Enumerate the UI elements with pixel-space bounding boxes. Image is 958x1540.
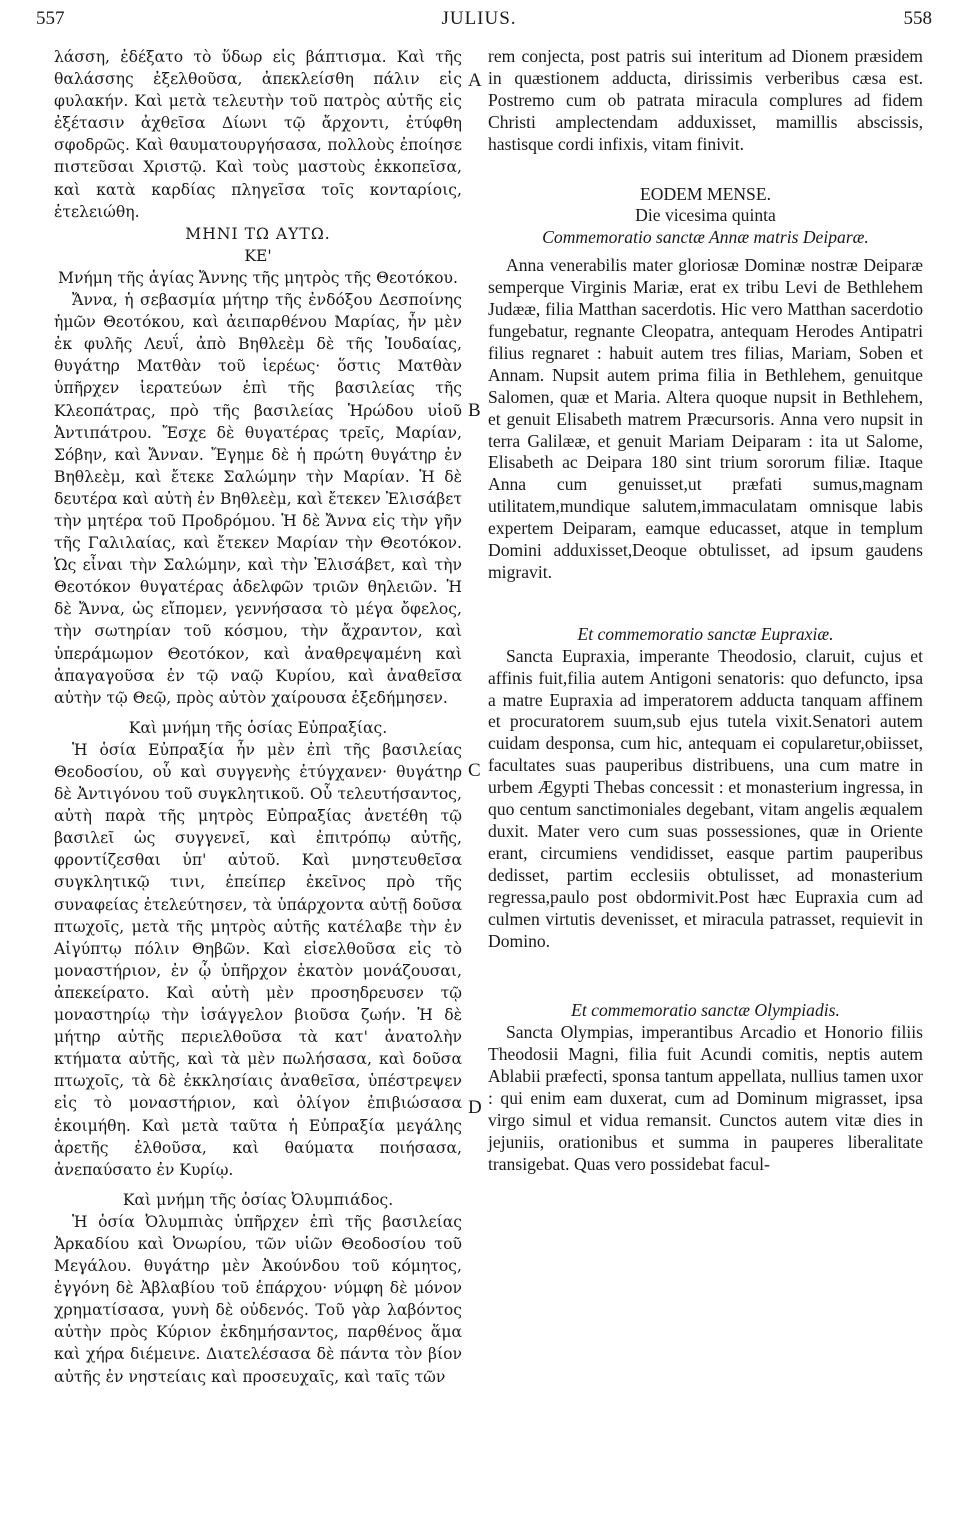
- latin-heading-day: Die vicesima quinta: [635, 205, 776, 226]
- greek-paragraph-olympias: Ἡ ὁσία Ὀλυμπιὰς ὑπῆρχεν ἐπὶ τῆς βασιλείας Ἀρκαδίου καὶ Ὀνωρίου, τῶν υἱῶν Θεοδοσίου τοῦ Μεγάλου. θυγάτηρ μὲν Ἀκούνδου τοῦ κόμητος, ἐγγόνη δὲ Ἀβλαβίου τοῦ ἐπάρχου· νύμφη δὲ μόνον χρηματίσασα, γυνὴ δὲ οὐδενός. Τοῦ γὰρ λαβόντος αὐτὴν πρὸς Κύριον ἐκδημήσαντος, παρθένος ἅμα καὶ χήρα διέμεινε. Διατελέσασα δὲ πάντα τὸν βίον αὐτῆς ἐν νηστείαις καὶ προσευχαῖς, καὶ ταῖς τῶν: [54, 1212, 462, 1386]
- margin-marker-a: A: [468, 70, 482, 91]
- latin-paragraph-intro: rem conjecta, post patris sui interitum ad Dionem præsidem in quæstionem adducta, dirissimis verberibus cæsa est. Postremo cum ob patrata miracula complures ad fidem Christi amplectendam adduxisset, mamillis abscissis, hastisque cordi infixis, vitam finivit.: [488, 46, 923, 154]
- greek-paragraph-anna: Ἄννα, ἡ σεβασμία μήτηρ τῆς ἐνδόξου Δεσποίνης ἡμῶν Θεοτόκου, καὶ ἀειπαρθένου Μαρίας, ἦν μὲν ἐκ φυλῆς Λευΐ, ἀπὸ Βηθλεὲμ δὲ τῆς Ἰουδαίας, θυγάτηρ Ματθὰν τοῦ ἱερέως· ὅστις Ματθὰν ὑπῆρχεν ἱερατεύων ἐπὶ τῆς βασιλείας τῆς Κλεοπάτρας, πρὸ τῆς βασιλείας Ἡρώδου υἱοῦ Ἀντιπάτρου. Ἔσχε δὲ θυγατέρας τρεῖς, Μαρίαν, Σόβην, καὶ Ἄνναν. Ἔγημε δὲ ἡ πρώτη θυγάτηρ ἐν Βηθλεὲμ, καὶ ἔτεκε Σαλώμην τὴν Μαρίαν. Ἡ δὲ δευτέρα καὶ αὐτὴ ἐν Βηθλεὲμ, καὶ ἔτεκεν Ἐλισάβετ τὴν μητέρα τοῦ Προδρόμου. Ἡ δὲ Ἄννα εἰς τὴν γῆν τῆς Γαλιλαίας, καὶ ἔτεκεν Μαρίαν τὴν Θεοτόκον. Ὡς εἶναι τὴν Σαλώμην, καὶ τὴν Ἐλισάβετ, καὶ τὴν Θεοτόκον θυγατέρας ἀδελφῶν τριῶν θηλειῶν. Ἡ δὲ Ἄννα, ὡς εἴπομεν, γεννήσασα τὸ μέγα ὄφελος, τὴν σωτηρίαν τοῦ κόσμου, τὴν ἄχραντον, καὶ ὑπεράμωμον Θεοτόκον, καὶ ἀναθρεψαμένη καὶ ἀπαγαγοῦσα ἐν τῷ ναῷ Κυρίου, καὶ ἀναθεῖσα αὐτὴν τῷ Θεῷ, πρὸς αὐτὸν χαίρουσα ἐξεδήμησεν.: [54, 291, 462, 707]
- greek-heading-anna: Μνήμη τῆς ἁγίας Ἄννης τῆς μητρὸς τῆς Θεοτόκου.: [57, 268, 458, 287]
- latin-paragraph-anna: Anna venerabilis mater gloriosæ Dominæ nostræ Deiparæ semperque Virginis Mariæ, erat ex tribu Levi de Bethlehem Judææ, filia Matthan sacerdotis. Hic vero Matthan sacerdotio fungebatur, regnante Cleopatra, antequam Herodes Antipatri filius regnaret : habuit autem tres filias, Mariam, Soben et Annam. Nupsit autem prima filia in Bethlehem, genuitque Salomen, quæ et Maria. Altera quoque nupsit in Bethlehem, et genuit Elisabeth matrem Præcursoris. Anna vero nupsit in terra Galilææ, et genuit Mariam Deiparam : ita ut Salome, Elisabeth ac Deipara 180 sint trium sororum filiæ. Itaque Anna cum genuisset,ut præfati sumus,magnam utilitatem,mundique salutem,immaculatam omnisque labis expertem Deiparam, eamque educasset, atque in templum Domini adduxisset,Deoque obtulisset, ad ipsum gaudens migravit.: [488, 255, 923, 582]
- greek-heading-month: ΜΗΝΙ ΤΩ ΑΥΤΩ.: [185, 224, 331, 243]
- greek-heading-olympias: Καὶ μνήμη τῆς ὁσίας Ὀλυμπιάδος.: [122, 1190, 394, 1209]
- latin-heading-anna: Commemoratio sanctæ Annæ matris Deiparæ.: [542, 227, 869, 248]
- latin-heading-month: EODEM MENSE.: [640, 183, 771, 204]
- margin-marker-d: D: [468, 1097, 482, 1118]
- greek-heading-day: ΚΕ': [244, 246, 272, 265]
- latin-paragraph-olympias: Sancta Olympias, imperantibus Arcadio et Honorio filiis Theodosii Magni, filia fuit Acundi comitis, neptis autem Ablabii præfecti, sponsa tantum appellata, nullius tamen uxor : qui enim eam duxerat, cum ad Dominum migrasset, ipsa virgo simul et vidua remansit. Cunctos autem vitæ dies in jejuniis, orationibus et summa in pauperes liberalitate transigebat. Quas vero possidebat facul-: [488, 1022, 923, 1174]
- margin-marker-b: B: [468, 400, 481, 421]
- latin-heading-olympias: Et commemoratio sanctæ Olympiadis.: [571, 1000, 840, 1021]
- greek-paragraph-intro: λάσση, ἐδέξατο τὸ ὕδωρ εἰς βάπτισμα. Καὶ τῆς θαλάσσης ἐξελθοῦσα, ἀπεκλείσθη πάλιν εἰς φυλακήν. Καὶ μετὰ τελευτὴν τοῦ πατρὸς αὐτῆς εἰς ἐξέτασιν ἀχθεῖσα Δίωνι τῷ ἄρχοντι, ἐτύφθη σφοδρῶς. Καὶ θαυματουργήσασα, πολλοὺς ἐποίησε πιστεῦσαι Χριστῷ. Καὶ τοὺς μαστοὺς ἐκκοπεῖσα, καὶ κατὰ καρδίας πληγεῖσα τοῖς κονταρίοις, ἐτελειώθη.: [54, 48, 462, 221]
- right-page-number: 558: [903, 8, 932, 29]
- greek-heading-eupraxia: Καὶ μνήμη τῆς ὁσίας Εὐπραξίας.: [128, 718, 388, 737]
- greek-paragraph-eupraxia: Ἡ ὁσία Εὐπραξία ἦν μὲν ἐπὶ τῆς βασιλείας Θεοδοσίου, οὗ καὶ συγγενὴς ἐτύγχανεν· θυγάτηρ δὲ Ἀντιγόνου τοῦ συγκλητικοῦ. Οὗ τελευτήσαντος, αὐτὴ παρὰ τῆς μητρὸς Εὐπραξίας ἀνετέθη τῷ βασιλεῖ ὡς συγγενεῖ, καὶ ἐπιτρόπῳ αὐτῆς, φροντίζεσθαι ὑπ' αὐτοῦ. Καὶ μνηστευθεῖσα συγκλητικῷ τινι, ἐπείπερ ἐκεῖνος πρὸ τῆς συναφείας ἐτελεύτησεν, τὰ ὑπάρχοντα αὐτῇ δοῦσα πτωχοῖς, μετὰ τῆς μητρὸς αὐτῆς κατέλαβε τὴν ἐν Αἰγύπτῳ πόλιν Θηβῶν. Καὶ εἰσελθοῦσα εἰς τὸ μοναστήριον, ἐν ᾧ ὑπῆρχον ἑκατὸν μονάζουσαι, ἀπεκείρατο. Καὶ αὐτὴ μὲν προσηδρευσεν τῷ μοναστηρίῳ τὴν ἰσάγγελον βιοῦσα ζωήν. Ἡ δὲ μήτηρ αὐτῆς περιελθοῦσα τὰ κατ' ἀνατολὴν κτήματα αὐτῆς, καὶ τὰ μὲν πωλήσασα, καὶ δοῦσα πτωχοῖς, τὰ δὲ ἐκκλησίαις ἀναθεῖσα, ὑπέστρεψεν εἰς τὸ μοναστήριον, καὶ ὀλίγον ἐπιβιώσασα ἐκοιμήθη. Καὶ μετὰ ταῦτα ἡ Εὐπραξία μεγάλης ἀρετῆς ἐλθοῦσα, καὶ θαύματα ποιήσασα, ἀνεπαύσατο ἐν Κυρίῳ.: [54, 740, 462, 1179]
- left-page-number: 557: [36, 8, 65, 29]
- margin-marker-c: C: [468, 760, 481, 781]
- greek-column: [54, 46, 462, 1388]
- latin-heading-eupraxia: Et commemoratio sanctæ Eupraxiæ.: [577, 623, 834, 644]
- latin-column: [488, 46, 923, 1176]
- running-title: JULIUS.: [441, 8, 517, 29]
- latin-paragraph-eupraxia: Sancta Eupraxia, imperante Theodosio, claruit, cujus et affinis fuit,filia autem Antigoni senatoris: quo defuncto, ipsa a matre Eupraxia ad imperatorem adducta tanquam affinem et procuratorem suum,sub ejus tutela vixit.Senatori autem cuidam desponsa, cum hic, antequam ei copularetur,obiisset, facultates suas pauperibus distribuens, una cum matre in urbem Ægypti Thebas concessit : et monasterium ingressa, in quo centum sanctimoniales degebant, vitam angelis æqualem duxit. Mater vero cum suas possessiones, quæ in Oriente erant, circumiens vendidisset, easque partim pauperibus dedisset, partim ecclesiis obtulisset, ad monasterium regressa,paulo post obdormivit.Post hæc Eupraxia cum ad culmen virtutis devenisset, et miracula patrasset, requievit in Domino.: [488, 645, 923, 951]
